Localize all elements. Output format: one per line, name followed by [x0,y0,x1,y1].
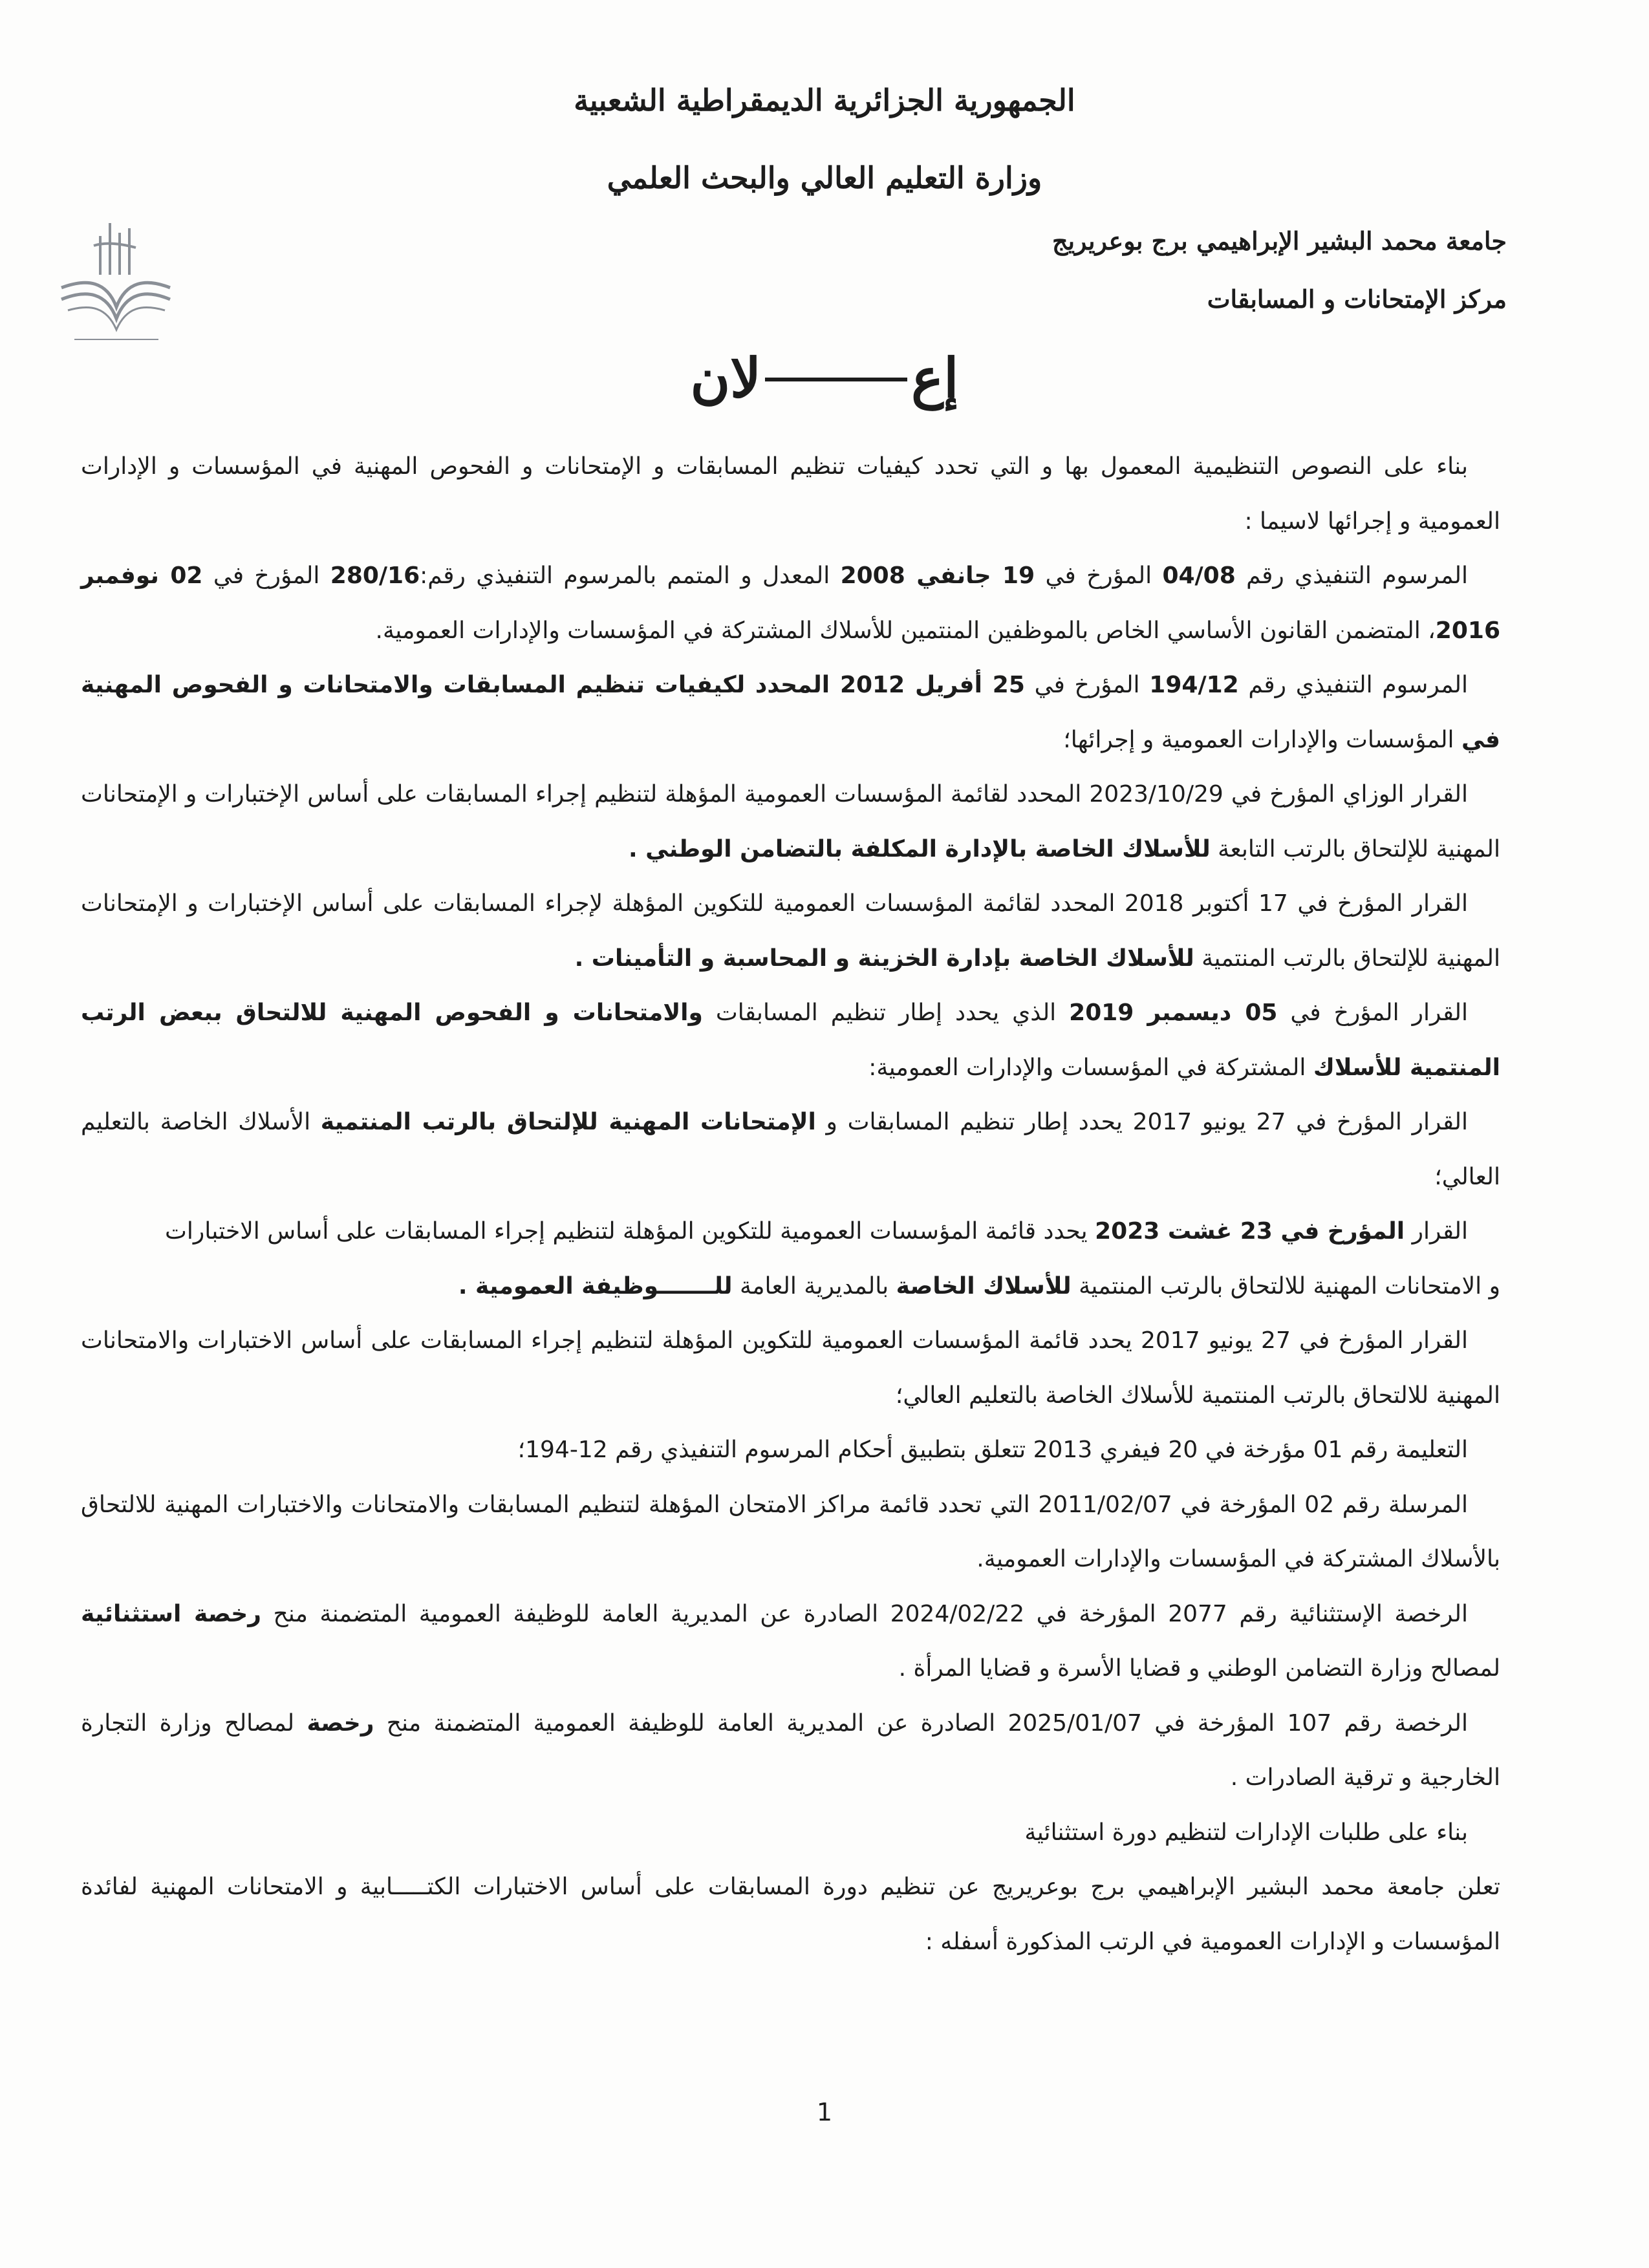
body-paragraph-2 [81,549,1500,658]
text-run: رخصة استثنائية [81,1600,261,1627]
text-run: لمصالح وزارة التجارة الخارجية و ترقية الصادرات . [81,1709,1500,1791]
text-run: و الامتحانات المهنية للالتحاق بالرتب المنتمية [1071,1272,1500,1300]
text-run: المؤرخ في 23 غشت 2023 [1095,1218,1405,1245]
text-run: 05 ديسمبر 2019 [1069,1000,1278,1026]
text-run: القرار المؤرخ في 27 يونيو 2017 يحدد إطار تنظيم المسابقات و [815,1109,1469,1135]
body-paragraph-16 [81,1860,1500,1969]
text-run: 280/16 [330,562,420,589]
text-run: المرسوم التنفيذي رقم [1235,562,1468,589]
text-run: والامتحانات و الفحوص المهنية للالتحاق ببعض الرتب المنتمية للأسلاك [81,1000,1500,1081]
text-run: للأسلاك الخاصة بإدارة الخزينة و المحاسبة و التأمينات . [574,945,1194,972]
text-run: تعلن جامعة محمد البشير الإبراهيمي برج بوعريريج عن تنظيم دورة المسابقات على أساس الاختبارات الكتـــــابية و الامتحانات المهنية لفائدة المؤسسات و الإدارات العمومية في الرتب المذكورة أسفله : [81,1874,1500,1955]
text-run: الرخصة الإستثنائية رقم 2077 المؤرخة في 2024/02/22 الصادرة عن المديرية العامة للوظيفة العمومية المتضمنة منح [261,1600,1468,1627]
body-paragraph-7 [81,1095,1500,1204]
text-run: القرار المؤرخ في 17 أكتوبر 2018 المحدد لقائمة المؤسسات العمومية للتكوين المؤهلة لإجراء المسابقات على أساس الإختبارات و الإمتحانات المهنية للإلتحاق بالرتب المنتمية [81,890,1500,972]
announcement-title [0,346,1649,410]
body-paragraph-6 [81,986,1500,1095]
announcement-body [81,440,1500,1969]
text-run: 19 جانفي 2008 [840,562,1035,589]
text-run: الأسلاك الخاصة بالتعليم العالي؛ [81,1109,1500,1190]
open-book-logo-icon [55,210,175,346]
body-paragraph-8 [81,1204,1500,1259]
announcement-title-start: إع [911,346,959,410]
page-number: 1 [816,2098,833,2126]
text-run: المؤرخ في [1024,672,1150,698]
text-run: القرار [1405,1218,1468,1245]
body-paragraph-4 [81,767,1500,877]
text-run: 04/08 [1162,562,1236,589]
body-paragraph-10 [81,1314,1500,1423]
text-run: بالمديرية العامة [732,1272,896,1300]
body-paragraph-13 [81,1587,1500,1696]
text-run: المشتركة في المؤسسات والإدارات العمومية: [868,1054,1313,1081]
text-run: بناء على طلبات الإدارات لتنظيم دورة استثنائية [1024,1819,1468,1846]
text-run: 02 نوفمبر 2016 [81,562,1500,644]
body-paragraph-1 [81,440,1500,549]
announcement-title-end: لان [690,346,762,410]
body-paragraph-15 [81,1806,1500,1861]
text-run: بناء على النصوص التنظيمية المعمول بها و التي تحدد كيفيات تنظيم المسابقات و الإمتحانات و الفحوص المهنية في المؤسسات و الإدارات العمومية و إجرائها لاسيما : [81,453,1500,535]
text-run: المؤسسات والإدارات العمومية و إجرائها؛ [1063,726,1461,753]
body-paragraph-14 [81,1696,1500,1806]
text-run: المؤرخ في [1035,562,1163,589]
text-run: المرسوم التنفيذي رقم [1238,672,1468,698]
text-run: لمصالح وزارة التضامن الوطني و قضايا الأسرة و قضايا المرأة . [898,1655,1500,1682]
body-paragraph-5 [81,877,1500,986]
body-paragraph-11 [81,1423,1500,1478]
body-paragraph-12 [81,1478,1500,1587]
text-run: ، المتضمن القانون الأساسي الخاص بالموظفين المنتمين للأسلاك المشتركة في المؤسسات والإدارات العمومية. [375,617,1436,644]
text-run: 25 أفريل 2012 المحدد لكيفيات تنظيم المسابقات والامتحانات و الفحوص المهنية في [81,672,1500,753]
text-run: الرخصة رقم 107 المؤرخة في 2025/01/07 الصادرة عن المديرية العامة للوظيفة العمومية المتضمنة منح [374,1709,1469,1737]
republic-heading: الجمهورية الجزائرية الديمقراطية الشعبية [574,83,1075,118]
text-run: للـــــــوظيفة العمومية . [458,1272,733,1300]
text-run: التعليمة رقم 01 مؤرخة في 20 فيفري 2013 تتعلق بتطبيق أحكام المرسوم التنفيذي رقم 12-194؛ [517,1437,1468,1463]
body-paragraph-9 [81,1259,1500,1314]
text-run: يحدد قائمة المؤسسات العمومية للتكوين المؤهلة لتنظيم إجراء المسابقات على أساس الاختبارات [165,1218,1095,1245]
ministry-heading: وزارة التعليم العالي والبحث العلمي [607,160,1042,195]
text-run: القرار المؤرخ في 27 يونيو 2017 يحدد قائمة المؤسسات العمومية للتكوين المؤهلة لتنظيم إجراء المسابقات على أساس الاختبارات والامتحانات المهنية للالتحاق بالرتب المنتمية للأسلاك الخاصة بالتعليم العالي؛ [81,1327,1500,1409]
text-run: القرار المؤرخ في [1277,1000,1469,1026]
exam-center-name: مركز الإمتحانات و المسابقات [1207,284,1507,314]
university-name: جامعة محمد البشير الإبراهيمي برج بوعريريج [1051,226,1507,255]
text-run: للأسلاك الخاصة [896,1272,1072,1300]
text-run: المعدل و المتمم بالمرسوم التنفيذي رقم: [420,562,841,589]
text-run: للأسلاك الخاصة بالإدارة المكلفة بالتضامن الوطني . [628,835,1211,862]
title-kashida-bar [765,378,907,381]
text-run: رخصة [307,1709,374,1737]
text-run: الإمتحانات المهنية للإلتحاق بالرتب المنتمية [320,1109,816,1135]
text-run: المؤرخ في [202,562,330,589]
body-paragraph-3 [81,658,1500,767]
text-run: القرار الوزاي المؤرخ في 2023/10/29 المحدد لقائمة المؤسسات العمومية المؤهلة لتنظيم إجراء المسابقات على أساس الإختبارات و الإمتحانات المهنية للإلتحاق بالرتب التابعة [81,781,1500,862]
text-run: المرسلة رقم 02 المؤرخة في 2011/02/07 التي تحدد قائمة مراكز الامتحان المؤهلة لتنظيم المسابقات والامتحانات والاختبارات المهنية للالتحاق بالأسلاك المشتركة في المؤسسات والإدارات العمومية. [81,1491,1500,1572]
text-run: الذي يحدد إطار تنظيم المسابقات [702,1000,1070,1026]
text-run: 194/12 [1149,672,1239,698]
